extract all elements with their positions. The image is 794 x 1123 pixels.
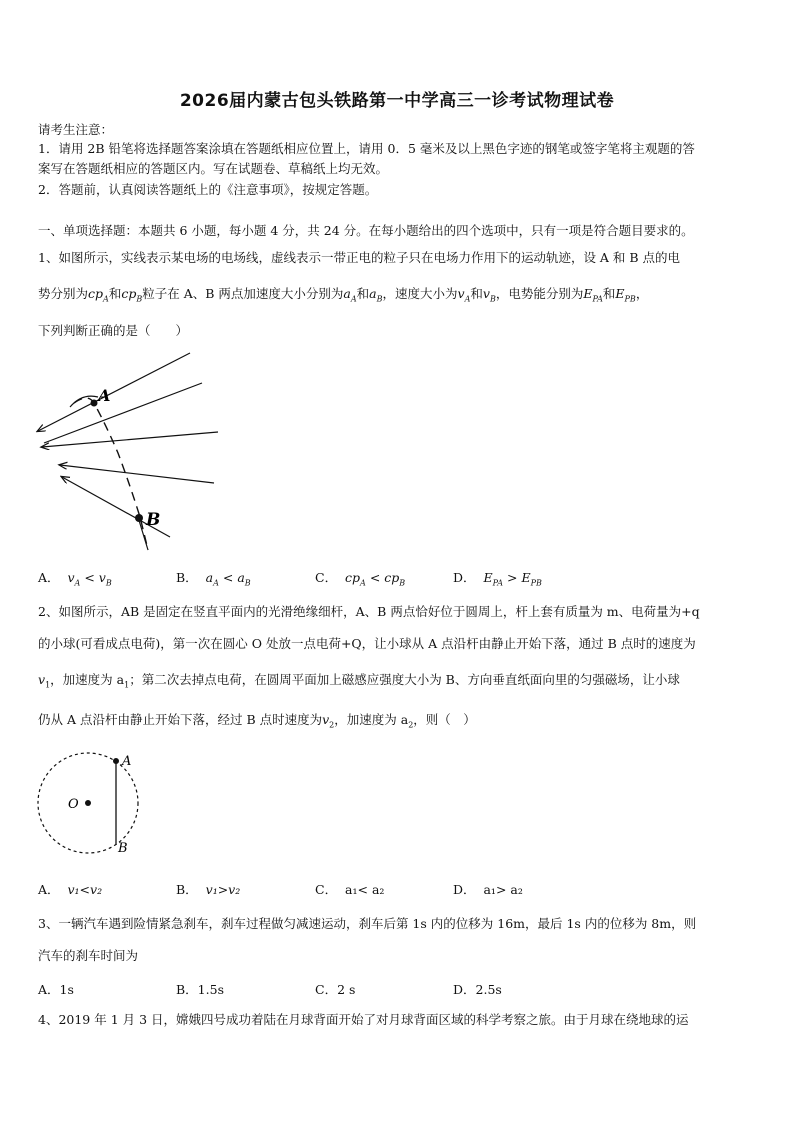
notice-item-2: 2．答题前，认真阅读答题纸上的《注意事项》，按规定答题。 [38, 182, 378, 197]
q2-line-2: 的小球(可看成点电荷)，第一次在圆心 O 处放一点电荷+Q，让小球从 A 点沿杆由静止开始下落，通过 B 点时的速度为 [38, 636, 696, 651]
q3-option-a[interactable]: A．1s [38, 982, 74, 997]
notice-item-1-line-2: 案写在答题纸相应的答题区内。写在试题卷、草稿纸上均无效。 [38, 161, 389, 176]
q2-line-4: 仍从 A 点沿杆由静止开始下落，经过 B 点时速度为$v_2$，加速度为 $a_2$，则（ ） [38, 712, 476, 730]
section-heading: 一、单项选择题：本题共 6 小题，每小题 4 分，共 24 分。在每小题给出的四个选项中，只有一项是符合题目要求的。 [38, 223, 694, 238]
q2-option-b[interactable]: B． v₁>v₂ [176, 882, 241, 897]
point-a [91, 400, 98, 407]
q1-line-3: 下列判断正确的是（ ） [38, 323, 189, 338]
q3-option-b[interactable]: B．1.5s [176, 982, 224, 997]
q2-line-3: $v_1$，加速度为 $a_1$；第二次去掉点电荷，在圆周平面加上磁感应强度大小为 B、方向垂直纸面向里的匀强磁场，让小球 [38, 672, 680, 690]
point-a [113, 758, 119, 764]
q1-option-a[interactable]: A． $v_A < v_B$ [38, 570, 112, 588]
q2-circle-figure [30, 748, 160, 863]
field-line-4 [44, 383, 202, 443]
q1-option-b[interactable]: B． $a_A < a_B$ [176, 570, 251, 588]
label-a: A [122, 754, 132, 769]
field-line-1 [38, 353, 190, 431]
notice-item-1-line-1: 1．请用 2B 铅笔将选择题答案涂填在答题纸相应位置上，请用 0．5 毫米及以上黑色字迹的钢笔或签字笔将主观题的答 [38, 141, 695, 156]
q3-option-c[interactable]: C．2 s [315, 982, 356, 997]
page-title: 2026届内蒙古包头铁路第一中学高三一诊考试物理试卷 [179, 91, 615, 111]
q3-line-2: 汽车的刹车时间为 [38, 948, 139, 963]
label-b: B [118, 841, 128, 856]
label-b: B [146, 510, 161, 530]
q4-line-1: 4、2019 年 1 月 3 日，嫦娥四号成功着陆在月球背面开始了对月球背面区域的科学考察之旅。由于月球在绕地球的运 [38, 1012, 689, 1027]
q2-option-c[interactable]: C． a₁< a₂ [315, 882, 385, 897]
q2-option-a[interactable]: A． v₁<v₂ [38, 882, 103, 897]
q1-line-1: 1、如图所示，实线表示某电场的电场线，虚线表示一带正电的粒子只在电场力作用下的运动轨迹，设 A 和 B 点的电 [38, 250, 681, 265]
center-o [85, 800, 91, 806]
notice-heading: 请考生注意： [38, 122, 114, 137]
q3-line-1: 3、一辆汽车遇到险情紧急刹车，刹车过程做匀减速运动，刹车后第 1s 内的位移为 16m，最后 1s 内的位移为 8m，则 [38, 916, 697, 931]
q1-option-c[interactable]: C． $cp_A < cp_B$ [315, 570, 406, 588]
q1-line-2: 势分别为$cp_A$和$cp_B$粒子在 A、B 两点加速度大小分别为$a_A$和$a_B$，速度大小为$v_A$和$v_B$，电势能分别为$E_{PA}$和$E_{PB}$， [38, 286, 649, 304]
point-b [135, 514, 143, 522]
q2-option-d[interactable]: D． a₁> a₂ [453, 882, 523, 897]
q1-field-figure [30, 345, 230, 555]
q1-option-d[interactable]: D． $E_{PA} > E_{PB}$ [453, 570, 542, 588]
field-line-3 [60, 465, 214, 483]
q3-option-d[interactable]: D．2.5s [453, 982, 502, 997]
label-a: A [98, 386, 111, 405]
label-o: O [68, 797, 79, 812]
q2-line-1: 2、如图所示，AB 是固定在竖直平面内的光滑绝缘细杆，A、B 两点恰好位于圆周上，杆上套有质量为 m、电荷量为+q [38, 604, 700, 619]
